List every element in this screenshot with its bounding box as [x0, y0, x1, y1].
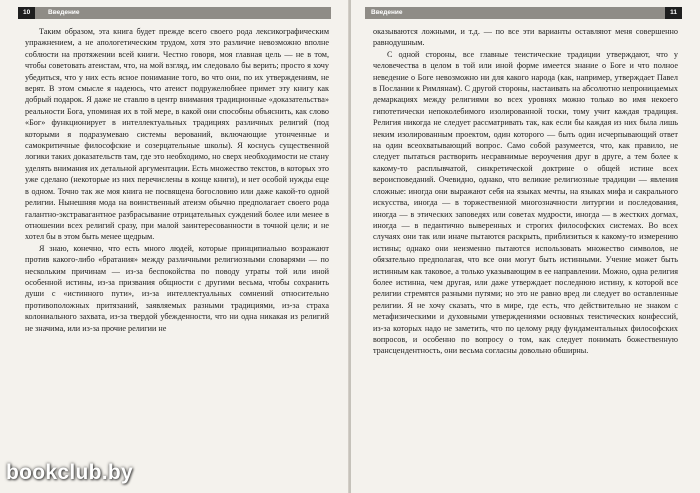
left-running-title: Введение — [48, 9, 80, 16]
right-paragraph-1: оказываются ложными, и т.д. — по все эти варианты оставляют меня совершенно равнодушным. — [373, 27, 678, 48]
right-page — [351, 0, 700, 493]
left-page — [0, 0, 349, 493]
right-page-number: 11 — [665, 7, 682, 19]
left-paragraph-1: Таким образом, эта книга будет прежде всего своего рода лексикографическим упражнением, а не апологетическим трудом, хотя это различие невозможно вполне соблюсти на протяжении всей книги. Честно говоря, моя главная цель — не в том, чтобы советовать атеистам, что, на мой взгляд, им следовало бы верить; просто я хочу убедиться, что у них есть ясное понимание того, во что они, по их утверждениям, не верят. В этом смысле я надеюсь, что атеист подружелюбнее примет эту книгу как добрый подарок. Я даже не ставлю в центр внимания традиционные «доказательства» реальности Бога, упоминая их в той мере, в какой они способны объяснить, как слово «Бог» функционирует в интеллектуальных традициях различных религий (под которыми я подразумеваю системы верований, включающие утонченные и самокритичные философские и созерцательные школы). Я коснусь существенной логики таких доказательств там, где это необходимо, но сверх необходимости не стану уделять внимания их детальной аргументации. Есть множество текстов, в которых это уже сделано (некоторые из них перечислены в конце книги), и нет особой нужды еще в одном. Точно так же моя книга не посвящена богословию или даже какой-то одной религии. Нынешняя мода на воинственный атеизм обычно предполагает своего рода галантно-экстравагантное разбрасывание отрицательных суждений более или менее в отношении всех религий сразу, при малой заинтересованности в точной цели; и не хотел бы в этом быть менее щедрым. — [25, 27, 329, 242]
left-paragraph-2: Я знаю, конечно, что есть много людей, которые принципиально возражают против какого-либо «братания» между различными религиозными словарями — по нескольким причинам — из-за беспокойства по поводу утраты той или иной особенной истины, из-за призвания общности с другими весьма, чтобы сохранить души с «истинного пути», из-за интеллектуальных сомнений относительно противоположных притязаний, заявляемых разными традициями, из-за страха колониального захвата, из-за твердой убежденности, что ни одна никакая из религий не значима, или из-за прочие религии не — [25, 243, 329, 333]
left-page-body — [25, 26, 329, 483]
right-paragraph-2: С одной стороны, все главные теистические традиции утверждают, что у человечества в целом в той или иной форме имеется знание о Боге и что полное неведение о Боге невозможно ни для какого народа (как, например, утверждает Павел в Послании к Римлянам). С другой стороны, настаивать на абсолютно непроницаемых демаркациях между религиями во всех уровнях можно только во имя некоего гипотетически непоколебимого изолированной тоски, тому учит каждая традиция. Религия никогда не следует рассматривать так, как если бы каждая из них была лишь неким изолированным проектом, один которого — быть один исчерпывающий ответ на один всеохватывающий вопрос. Само собой разумеется, что, как правило, не следует пытаться растворить несравнимые вероучения друг в друге, а тем более к какому-то расплывчатой, синкретической доктрине о общей истине всех вероисповеданий. Очевидно, однако, что великие религиозные традиции — явления сложные: иногда они выражают себя на языках мечты, на языках мифа и сакрального искусства, иногда — в торжественной многозначности литургии и последования, иногда — в этических заповедях или советах мудрости, иногда — в жестких догмах, иногда — в педантично выверенных и строгих философских системах. Во всех случаях они так или иначе пытаются раскрыть, приблизиться к какому-то измерению истины; однако они неизменно пытаются использовать множество символов, не обязательно предполагая, что все они могут быть истинными. Учение может быть истинным как таковое, а только указывающим в ее направлении. Можно, одна религия более истинна, чем другая, или даже утверждает последнюю истину, к которой все религии стремятся разными путями; но это не равно вред ли следует во оставленные религии. Я не хочу сказать, что в мире, где есть, что действительно не знаком с метафизическими и духовными утверждениями основных теистических конфессий, из-за которых надо не заметить, что по целому ряду фундаментальных философских вопросов, и особенно по вопросу о том, как следует понимать божественную трансцендентность, они весьма согласны довольно обширны. — [373, 49, 678, 356]
left-page-number: 10 — [18, 7, 35, 19]
right-running-title: Введение — [371, 9, 403, 16]
right-page-body — [373, 26, 678, 483]
left-running-header — [18, 7, 331, 19]
right-running-header — [365, 7, 682, 19]
watermark-logo: bookclub.by — [6, 461, 133, 484]
